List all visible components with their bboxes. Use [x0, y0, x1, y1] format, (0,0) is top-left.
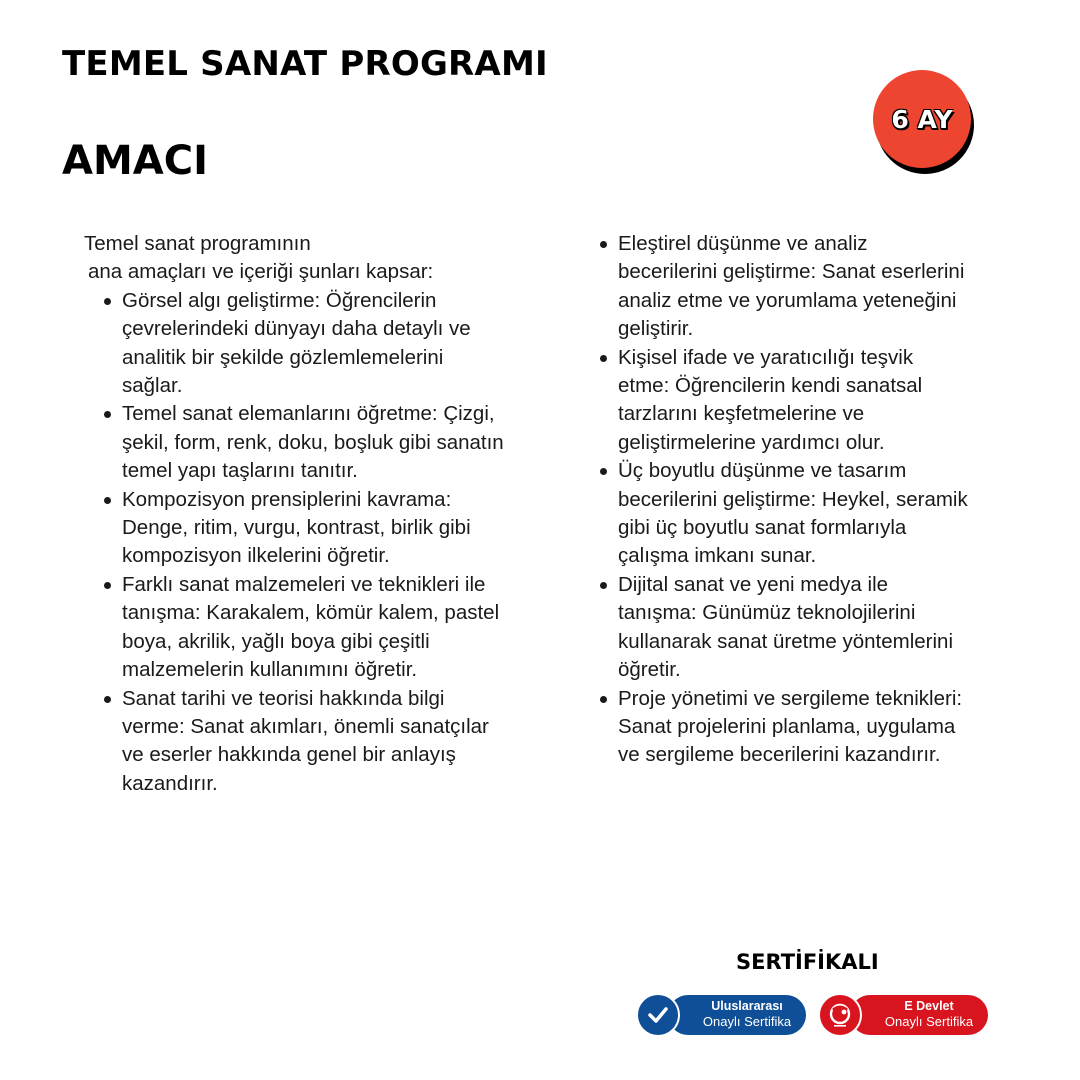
list-item: Temel sanat elemanlarını öğretme: Çizgi, şekil, form, renk, doku, boşluk gibi sanatın temel yapı taşlarını tanıtır. [102, 400, 504, 485]
right-bullet-list [598, 230, 968, 770]
section-heading: AMACI [62, 138, 208, 184]
edevlet-logo-icon [818, 993, 862, 1037]
intro-line-2: ana amaçları ve içeriği şunları kapsar: [88, 260, 434, 284]
left-bullet-list [102, 287, 504, 798]
edevlet-cert-title: E Devlet [904, 999, 954, 1013]
duration-badge-label: 6 AY [891, 104, 953, 134]
international-cert-badge [668, 995, 806, 1035]
duration-badge [873, 70, 971, 168]
right-column [598, 230, 968, 770]
list-item: Eleştirel düşünme ve analiz becerilerini geliştirme: Sanat eserlerini analiz etme ve yorumlama yeteneğini geliştirir. [598, 230, 968, 344]
list-item: Üç boyutlu düşünme ve tasarım becerilerini geliştirme: Heykel, seramik gibi üç boyutlu sanat formlarıyla çalışma imkanı sunar. [598, 457, 968, 571]
checkmark-icon [636, 993, 680, 1037]
list-item: Kişisel ifade ve yaratıcılığı teşvik etme: Öğrencilerin kendi sanatsal tarzlarını keşfetmelerine ve geliştirmelerine yardımcı olur. [598, 344, 968, 458]
international-cert-subtitle: Onaylı Sertifika [702, 1014, 792, 1029]
list-item: Farklı sanat malzemeleri ve teknikleri ile tanışma: Karakalem, kömür kalem, pastel boya, akrilik, yağlı boya gibi çeşitli malzemelerin kullanımını öğretir. [102, 571, 504, 685]
program-title: TEMEL SANAT PROGRAMI [62, 44, 548, 84]
certification-label: SERTİFİKALI [736, 950, 879, 974]
intro-line-1: Temel sanat programının [84, 232, 311, 255]
edevlet-cert-badge [850, 995, 988, 1035]
list-item: Sanat tarihi ve teorisi hakkında bilgi verme: Sanat akımları, önemli sanatçılar ve eserler hakkında genel bir anlayış kazandırır. [102, 685, 504, 799]
edevlet-cert-subtitle: Onaylı Sertifika [884, 1014, 974, 1029]
international-cert-title: Uluslararası [711, 999, 783, 1013]
list-item: Proje yönetimi ve sergileme teknikleri: Sanat projelerini planlama, uygulama ve sergileme becerilerini kazandırır. [598, 685, 968, 770]
list-item: Kompozisyon prensiplerini kavrama: Denge, ritim, vurgu, kontrast, birlik gibi kompozisyon ilkelerini öğretir. [102, 486, 504, 571]
list-item: Görsel algı geliştirme: Öğrencilerin çevrelerindeki dünyayı daha detaylı ve analitik bir şekilde gözlemlemelerini sağlar. [102, 287, 504, 401]
left-column [84, 230, 504, 798]
list-item: Dijital sanat ve yeni medya ile tanışma: Günümüz teknolojilerini kullanarak sanat üretme yöntemlerini öğretir. [598, 571, 968, 685]
